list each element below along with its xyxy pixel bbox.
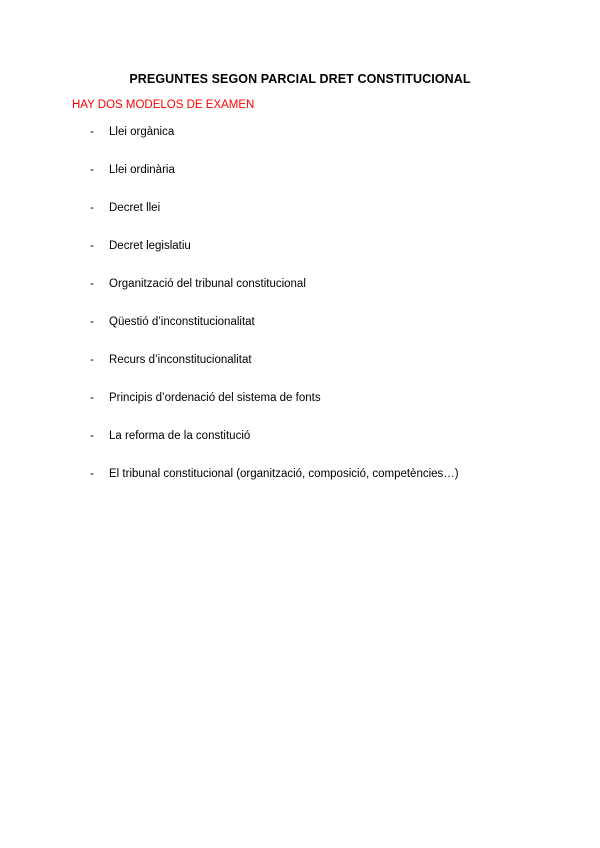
question-list [0,124,600,504]
bullet-dash: - [90,240,94,252]
bullet-dash: - [90,430,94,442]
document-title: PREGUNTES SEGON PARCIAL DRET CONSTITUCIONAL [129,72,471,86]
list-item [0,352,600,390]
list-item [0,124,600,162]
bullet-dash: - [90,164,94,176]
list-item-text: Llei orgànica [109,126,175,138]
list-item-text: Llei ordinària [109,164,175,176]
list-item [0,314,600,352]
list-item [0,162,600,200]
bullet-dash: - [90,354,94,366]
list-item-text: La reforma de la constitució [109,430,251,442]
list-item-text: Qüestió d’inconstitucionalitat [109,316,255,328]
bullet-dash: - [90,278,94,290]
bullet-dash: - [90,126,94,138]
list-item-text: Decret legislatiu [109,240,191,252]
list-item-text: Recurs d’inconstitucionalitat [109,354,252,366]
document-subtitle: HAY DOS MODELOS DE EXAMEN [72,99,255,111]
list-item [0,238,600,276]
list-item-text: Principis d’ordenació del sistema de fonts [109,392,321,404]
bullet-dash: - [90,202,94,214]
list-item [0,390,600,428]
bullet-dash: - [90,468,94,480]
list-item-text: Decret llei [109,202,161,214]
list-item-text: El tribunal constitucional (organització, composició, competències…) [109,468,459,480]
list-item [0,466,600,504]
bullet-dash: - [90,392,94,404]
list-item [0,428,600,466]
list-item-text: Organització del tribunal constitucional [109,278,306,290]
list-item [0,276,600,314]
bullet-dash: - [90,316,94,328]
list-item [0,200,600,238]
